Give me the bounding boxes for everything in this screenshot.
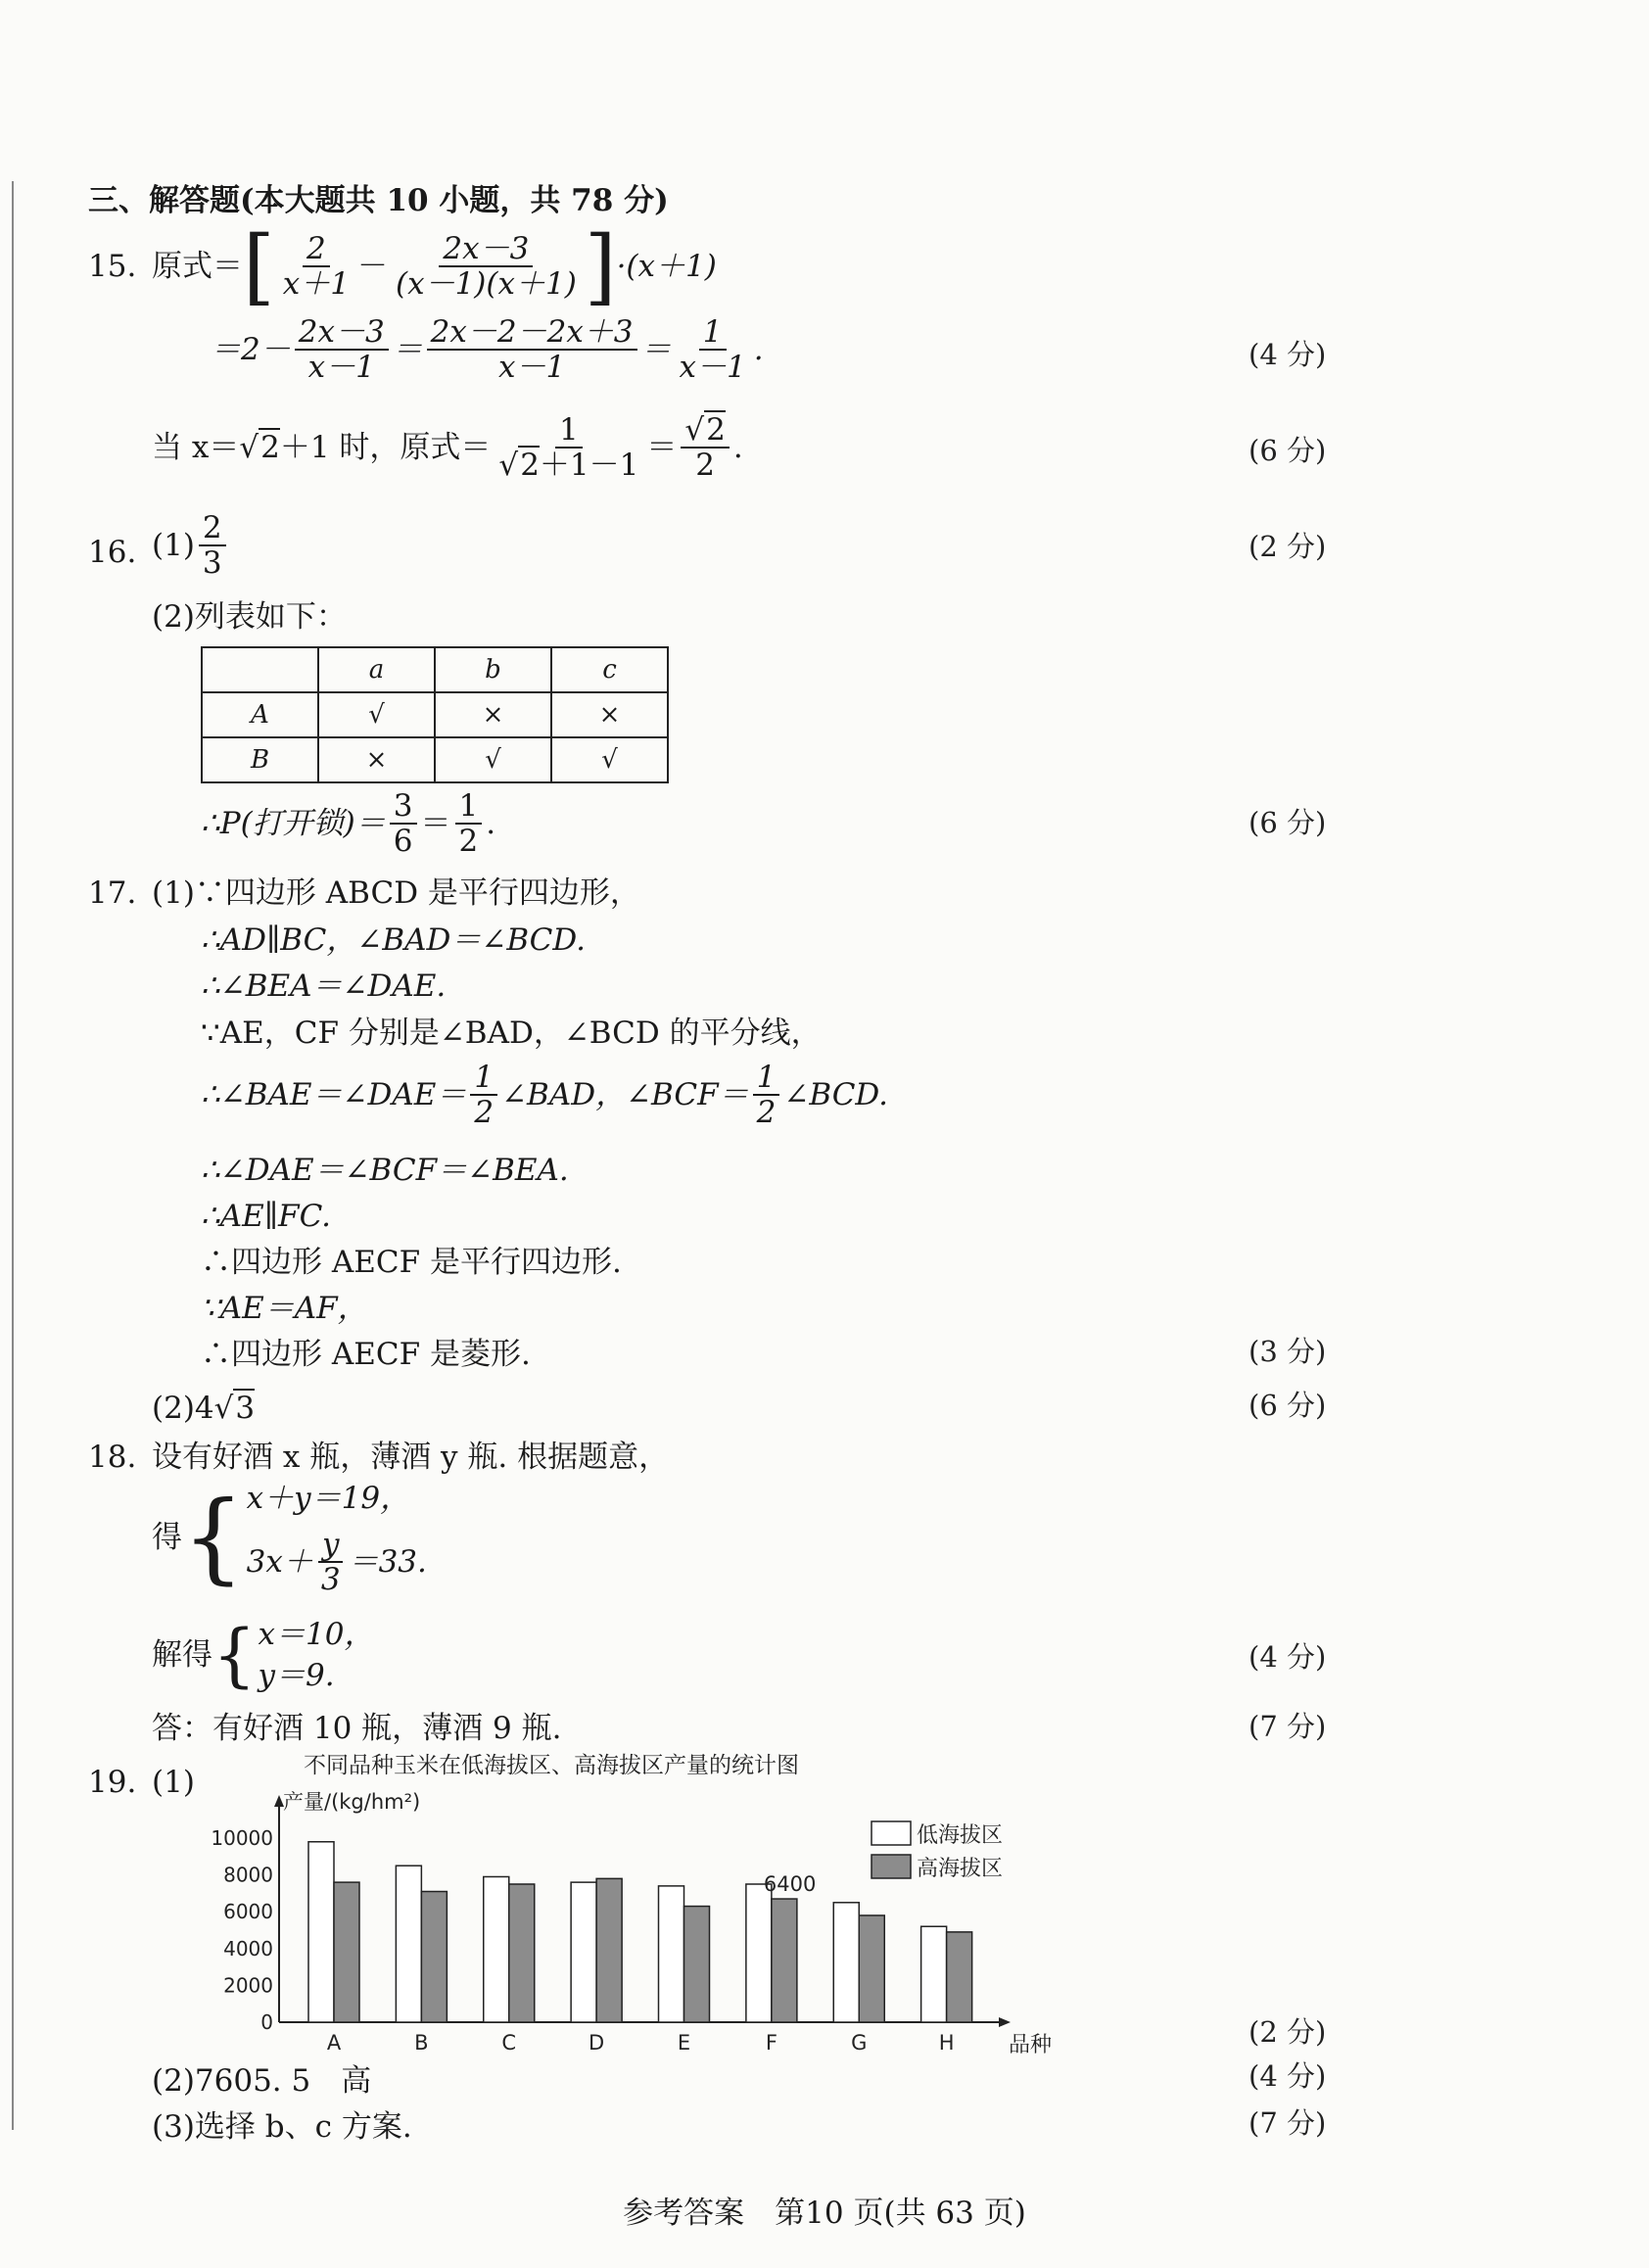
table-cell: b [435, 647, 551, 692]
q19-part3: (3)选择 b、c 方案. [152, 2109, 412, 2145]
q19-part1: (1) [152, 1765, 195, 1800]
q17-line: ∴∠DAE＝∠BCF＝∠BEA. [201, 1153, 569, 1188]
q17-line: ∵AE，CF 分别是∠BAD，∠BCD 的平分线， [201, 1016, 822, 1051]
left-bracket: [ [243, 218, 275, 314]
equals: ＝ [392, 332, 423, 367]
table-row [202, 692, 668, 737]
q17-line: ∴∠BEA＝∠DAE. [201, 969, 447, 1004]
q15-times: ·(x＋1) [616, 249, 717, 284]
bar-high-E [684, 1907, 710, 2022]
table-cell: × [551, 692, 668, 737]
q15-original: ＋1 时，原式＝ [279, 430, 492, 465]
data-label: 6400 [763, 1872, 817, 1897]
q17-line: ∴四边形 AECF 是平行四边形. [201, 1245, 622, 1280]
half-frac: $\frac{1}{2}$ [470, 1061, 497, 1129]
q15-minus: － [357, 249, 388, 284]
y-tick-label: 6000 [223, 1900, 273, 1924]
bar-low-F [746, 1884, 772, 2022]
q16-number: 16. [88, 535, 137, 570]
x-tick-label: H [938, 2031, 955, 2055]
y-tick-label: 0 [260, 2010, 273, 2034]
q15-frac7: $\frac{√2}{2}$ [681, 413, 730, 482]
bar-low-E [659, 1886, 684, 2022]
table-cell: √ [435, 737, 551, 782]
q15-line3: 当 x＝ √2 ＋1 时，原式＝ $\frac{1}{√2+1-1}$ ＝ $\frac{√2}{2}$ . [152, 412, 743, 483]
table-row [202, 737, 668, 782]
q19-part2: (2)7605. 5 高 [152, 2063, 372, 2099]
q16-prob: ∴P(打开锁)＝ $\frac{3}{6}$ ＝ $\frac{1}{2}$ . [201, 788, 496, 859]
q15-frac6: $\frac{1}{√2+1-1}$ [498, 412, 639, 483]
table-cell: A [202, 692, 318, 737]
y-tick-label: 4000 [223, 1936, 273, 1961]
q16-score2: (6 分) [1249, 806, 1327, 839]
q17-line: ∴AE∥FC. [201, 1199, 332, 1234]
table-cell: √ [551, 737, 668, 782]
q18-system: 得 { x＋y＝19， 3x＋ $\frac{y}{3}$ ＝33. [152, 1480, 427, 1597]
y-tick-label: 2000 [223, 1973, 273, 1998]
q17-part2: (2)4√3 [152, 1391, 256, 1426]
q16-score1: (2 分) [1249, 530, 1327, 563]
q17-line: ∵AE＝AF， [201, 1291, 368, 1326]
q17-line: ∴四边形 AECF 是菱形. [201, 1337, 531, 1372]
q18-answer: 答：有好酒 10 瓶，薄酒 9 瓶. [152, 1711, 562, 1746]
q15-frac4: $\frac{2x-2-2x+3}{x-1}$ [427, 315, 637, 384]
bar-high-D [596, 1878, 622, 2022]
y-axis-label: 产量/(kg/hm²) [283, 1790, 421, 1814]
q17-line: ∴AD∥BC，∠BAD＝∠BCD. [201, 922, 587, 958]
q18-setup: 设有好酒 x 瓶，薄酒 y 瓶. 根据题意， [152, 1440, 670, 1475]
q18-solution: 解得 { x＝10， y＝9. [152, 1615, 375, 1695]
table-header-row [202, 647, 668, 692]
x-axis-arrow [999, 2017, 1011, 2027]
q18-score2: (7 分) [1249, 1710, 1327, 1743]
table-cell: × [435, 692, 551, 737]
right-bracket: ] [584, 218, 617, 314]
yield-bar-chart [176, 1748, 1053, 2057]
legend-swatch [872, 1821, 911, 1845]
margin-line [12, 181, 14, 2130]
q15-eq: ＝2－ [211, 332, 291, 367]
x-tick-label: E [677, 2031, 691, 2055]
q18-eq1: x＋y＝19， [246, 1481, 411, 1516]
bar-high-C [509, 1884, 535, 2022]
bar-low-A [308, 1842, 334, 2022]
q16-frac-a: $\frac{3}{6}$ [390, 789, 417, 858]
q16-frac: $\frac{2}{3}$ [199, 511, 226, 580]
y-tick-label: 10000 [211, 1826, 273, 1850]
q16-part2: (2)列表如下： [152, 599, 347, 635]
q19-number: 19. [88, 1765, 137, 1800]
table-cell: a [318, 647, 435, 692]
q15-score1: (4 分) [1249, 338, 1327, 371]
q18-eq2: 3x＋ $\frac{y}{3}$ ＝33. [246, 1527, 427, 1597]
x-tick-label: C [501, 2031, 517, 2055]
q17-line5: ∴∠BAE＝∠DAE＝ $\frac{1}{2}$ ∠BAD，∠BCF＝ $\frac{1}{2}$ ∠BCD. [201, 1060, 889, 1130]
left-brace: { [212, 1615, 257, 1695]
page-footer: 参考答案 第10 页(共 63 页) [623, 2196, 1026, 2231]
bar-high-F [772, 1899, 797, 2022]
q15-frac3: $\frac{2x-3}{x-1}$ [295, 315, 389, 384]
x-tick-label: G [851, 2031, 868, 2055]
sqrt-radicand: 2 [260, 430, 280, 465]
q15-score2: (6 分) [1249, 434, 1327, 467]
q15-frac1: $\frac{2}{x+1}$ [282, 231, 350, 302]
legend-label: 高海拔区 [917, 1857, 1004, 1881]
left-brace: { [182, 1480, 245, 1594]
q19-score2: (4 分) [1249, 2059, 1327, 2093]
q17-number: 17. [88, 875, 137, 911]
bar-high-H [947, 1932, 972, 2022]
equals: ＝ [640, 332, 672, 367]
q15-line1 [152, 218, 717, 314]
q15-frac5: $\frac{1}{x-1}$ [679, 314, 746, 385]
q15-when: 当 x＝ [152, 430, 240, 465]
q18-number: 18. [88, 1440, 137, 1475]
bar-low-B [396, 1866, 421, 2022]
lock-table [201, 646, 669, 783]
table-cell: √ [318, 692, 435, 737]
q19-score3: (7 分) [1249, 2106, 1327, 2140]
half-frac: $\frac{1}{2}$ [753, 1061, 780, 1129]
x-tick-label: B [414, 2031, 429, 2055]
bar-low-H [921, 1926, 947, 2022]
q17-score2: (6 分) [1249, 1389, 1327, 1422]
bar-high-G [859, 1915, 884, 2022]
table-cell [202, 647, 318, 692]
q16-frac-b: $\frac{1}{2}$ [455, 789, 483, 858]
q15-lead: 原式＝ [152, 249, 243, 284]
q17-score1: (3 分) [1249, 1335, 1327, 1368]
bar-low-C [484, 1876, 509, 2022]
x-tick-label: D [589, 2031, 605, 2055]
q18-score1: (4 分) [1249, 1640, 1327, 1674]
bar-high-B [421, 1892, 447, 2022]
x-tick-label: A [326, 2031, 342, 2055]
q17-line: (1)∵四边形 ABCD 是平行四边形， [152, 875, 640, 911]
q16-part1: (1) $\frac{2}{3}$ [152, 511, 230, 580]
legend-label: 低海拔区 [917, 1823, 1004, 1848]
table-cell: B [202, 737, 318, 782]
equals: ＝ [646, 430, 678, 465]
x-axis-label: 品种 [1009, 2033, 1053, 2057]
q15-number: 15. [88, 249, 137, 284]
q19-score1: (2 分) [1249, 2015, 1327, 2049]
bar-low-D [571, 1882, 596, 2022]
q15-frac2: $\frac{2x-3}{(x-1)(x+1)}$ [396, 231, 577, 302]
x-tick-label: F [765, 2031, 777, 2055]
bar-high-A [334, 1882, 359, 2022]
bar-low-G [833, 1903, 859, 2022]
y-tick-label: 8000 [223, 1863, 273, 1887]
section-title: 三、解答题(本大题共 10 小题，共 78 分) [88, 183, 669, 218]
chart-title: 不同品种玉米在低海拔区、高海拔区产量的统计图 [304, 1753, 799, 1778]
q15-line2: ＝2－ $\frac{2x-3}{x-1}$ ＝ $\frac{2x-2-2x+3}{x-1}$ ＝ $\frac{1}{x-1}$ . [211, 314, 764, 385]
table-cell: c [551, 647, 668, 692]
table-cell: × [318, 737, 435, 782]
legend-swatch [872, 1855, 911, 1878]
